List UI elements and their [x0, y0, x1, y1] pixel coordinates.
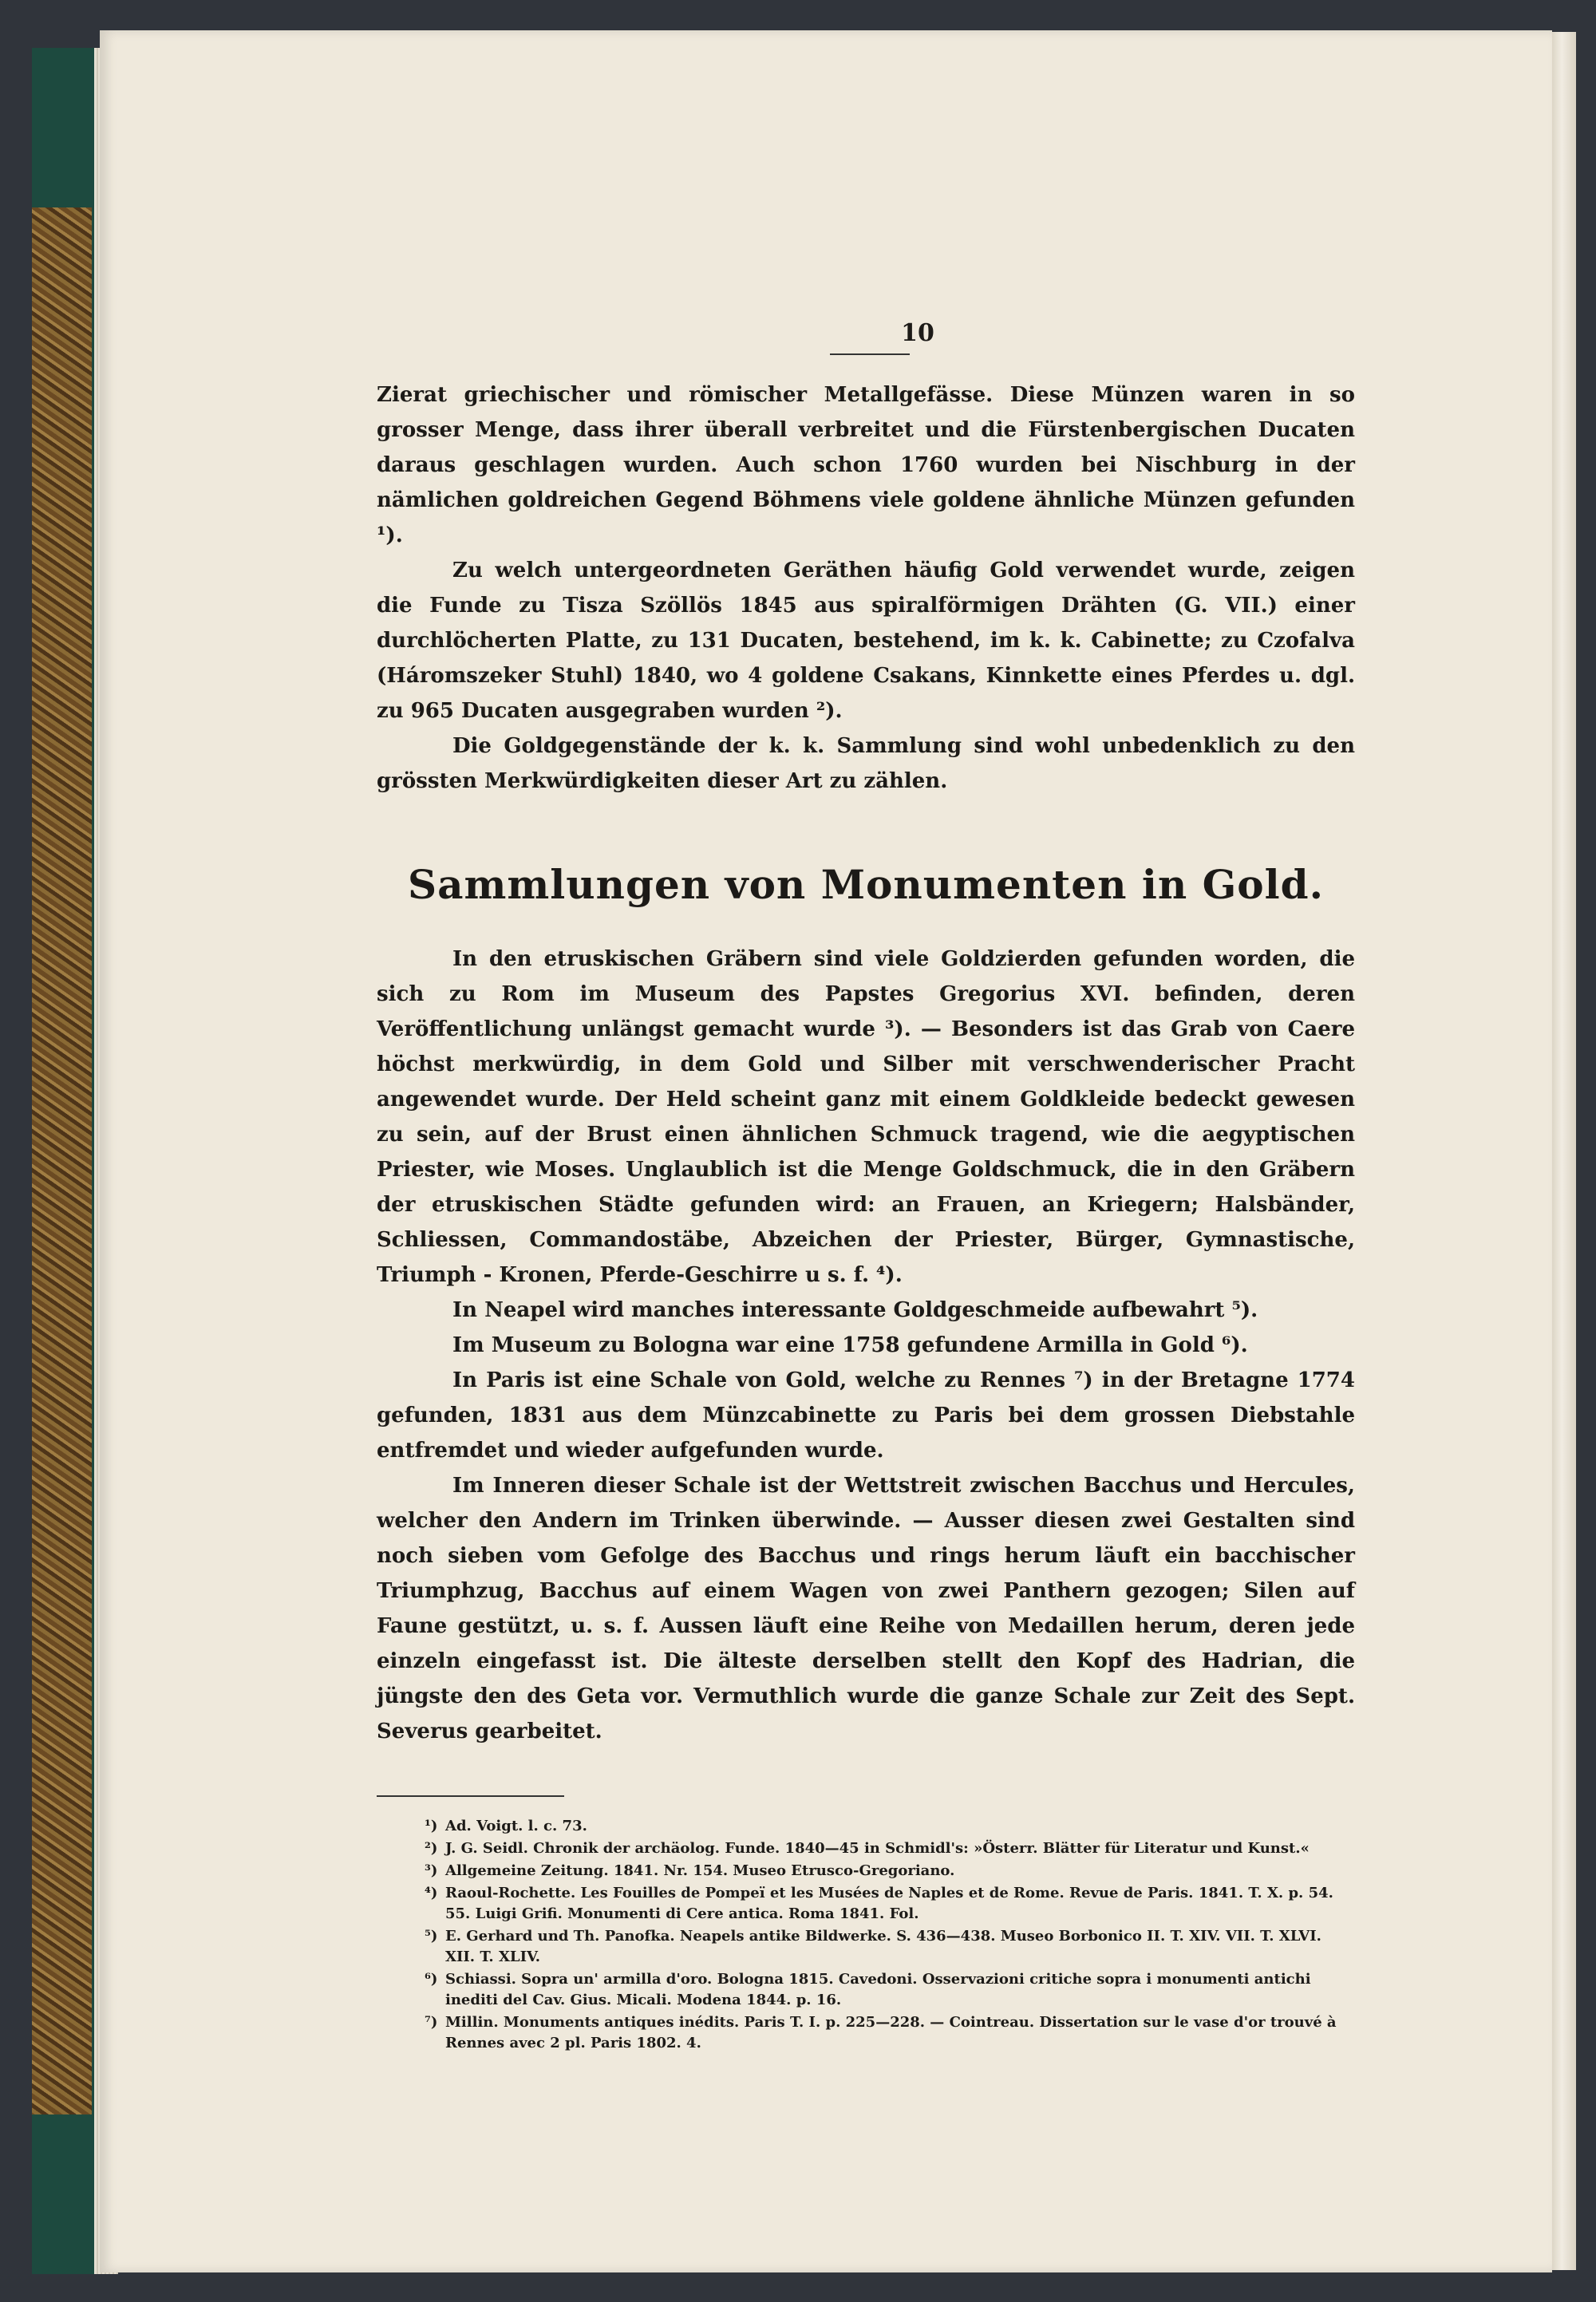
- binding-corner-top: [32, 48, 96, 207]
- footnote-mark: ⁷): [425, 2014, 438, 2031]
- footnotes: [377, 1816, 1355, 2054]
- paragraph: Die Goldgegenstände der k. k. Sammlung sind wohl unbedenklich zu den grössten Merkwürdigkeiten dieser Art zu zählen.: [377, 734, 1355, 793]
- paragraph: Im Museum zu Bologna war eine 1758 gefundene Armilla in Gold ⁶).: [452, 1333, 1248, 1357]
- footnote-text: Ad. Voigt. l. c. 73.: [445, 1818, 587, 1834]
- footnote: [425, 1816, 1355, 1837]
- footnote-mark: ⁵): [425, 1928, 438, 1945]
- paragraph: Zu welch untergeordneten Geräthen häufig Gold verwendet wurde, zeigen die Funde zu Tisza Szöllös 1845 aus spiralförmigen Drähten (G. VII.) einer durchlöcherten Platte, zu 131 Ducaten, bestehend, im k. k. Cabinette; zu Czofalva (Háromszeker Stuhl) 1840, wo 4 goldene Csakans, Kinnkette eines Pferdes u. dgl. zu 965 Ducaten ausgegraben wurden ²).: [377, 559, 1355, 723]
- footnote-mark: ¹): [425, 1818, 438, 1834]
- footnote: [425, 1883, 1355, 1925]
- footnote-mark: ⁴): [425, 1885, 438, 1901]
- footnote-mark: ²): [425, 1840, 438, 1857]
- footnote-text: Schiassi. Sopra un' armilla d'oro. Bologna 1815. Cavedoni. Osservazioni critiche sopra i monumenti antichi inediti del Cav. Gius. Micali. Modena 1844. p. 16.: [445, 1971, 1311, 2008]
- footnote-text: Millin. Monuments antiques inédits. Paris T. I. p. 225—228. — Cointreau. Dissertation sur le vase d'or trouvé à Rennes avec 2 pl. Paris 1802. 4.: [445, 2014, 1337, 2051]
- footnote-mark: ³): [425, 1862, 438, 1879]
- paragraph: In Neapel wird manches interessante Goldgeschmeide aufbewahrt ⁵).: [452, 1298, 1258, 1322]
- footnote: [425, 2012, 1355, 2054]
- footnote-text: E. Gerhard und Th. Panofka. Neapels antike Bildwerke. S. 436—438. Museo Borbonico II. T. XIV. VII. T. XLVI. XII. T. XLIV.: [445, 1928, 1321, 1965]
- paragraph: In Paris ist eine Schale von Gold, welche zu Rennes ⁷) in der Bretagne 1774 gefunden, 1831 aus dem Münzcabinette zu Paris bei dem grossen Diebstahle entfremdet und wieder aufgefunden wurde.: [377, 1368, 1355, 1463]
- footnote: [425, 1838, 1355, 1859]
- footnote-mark: ⁶): [425, 1971, 438, 1988]
- paragraph: In den etruskischen Gräbern sind viele Goldzierden gefunden worden, die sich zu Rom im Museum des Papstes Gregorius XVI. befinden, deren Veröffentlichung unlängst gemacht wurde ³). — Besonders ist das Grab von Caere höchst merkwürdig, in dem Gold und Silber mit verschwenderischer Pracht angewendet wurde. Der Held scheint ganz mit einem Goldkleide bedeckt gewesen zu sein, auf der Brust einen ähnlichen Schmuck tragend, wie die aegyptischen Priester, wie Moses. Unglaublich ist die Menge Goldschmuck, die in den Gräbern der etruskischen Städte gefunden wird: an Frauen, an Kriegern; Halsbänder, Schliessen, Commandostäbe, Abzeichen der Priester, Bürger, Gymnastische, Triumph - Kronen, Pferde-Geschirre u s. f. ⁴).: [377, 947, 1355, 1287]
- footnote: [425, 1861, 1355, 1881]
- paragraph: Zierat griechischer und römischer Metallgefässe. Diese Münzen waren in so grosser Menge, dass ihrer überall verbreitet und die Fürstenbergischen Ducaten daraus geschlagen wurden. Auch schon 1760 wurden bei Nischburg in der nämlichen goldreichen Gegend Böhmens viele goldene ähnliche Münzen gefunden ¹).: [377, 383, 1355, 547]
- page-right-edge: [1552, 32, 1576, 2270]
- binding-corner-bottom: [32, 2114, 96, 2274]
- section-heading: Sammlungen von Monumenten in Gold.: [407, 861, 1324, 908]
- book-binding: [32, 48, 97, 2274]
- page-content: [377, 319, 1355, 2055]
- footnote-text: Raoul-Rochette. Les Fouilles de Pompeï et les Musées de Naples et de Rome. Revue de Paris. 1841. T. X. p. 54. 55. Luigi Grifi. Monumenti di Cere antica. Roma 1841. Fol.: [445, 1885, 1333, 1922]
- footnote: [425, 1969, 1355, 2011]
- footnote-rule: [377, 1795, 564, 1797]
- footnote: [425, 1926, 1355, 1968]
- footnote-text: Allgemeine Zeitung. 1841. Nr. 154. Museo Etrusco-Gregoriano.: [445, 1862, 955, 1879]
- page-number: 10: [901, 319, 934, 347]
- page-number-rule: [830, 353, 910, 355]
- footnote-text: J. G. Seidl. Chronik der archäolog. Funde. 1840—45 in Schmidl's: »Österr. Blätter für Literatur und Kunst.«: [445, 1840, 1310, 1857]
- paragraph: Im Inneren dieser Schale ist der Wettstreit zwischen Bacchus und Hercules, welcher den Andern im Trinken überwinde. — Ausser diesen zwei Gestalten sind noch sieben vom Gefolge des Bacchus und rings herum läuft ein bacchischer Triumphzug, Bacchus auf einem Wagen von zwei Panthern gezogen; Silen auf Faune gestützt, u. s. f. Aussen läuft eine Reihe von Medaillen herum, deren jede einzeln eingefasst ist. Die älteste derselben stellt den Kopf des Hadrian, die jüngste den des Geta vor. Vermuthlich wurde die ganze Schale zur Zeit des Sept. Severus gearbeitet.: [377, 1474, 1355, 1743]
